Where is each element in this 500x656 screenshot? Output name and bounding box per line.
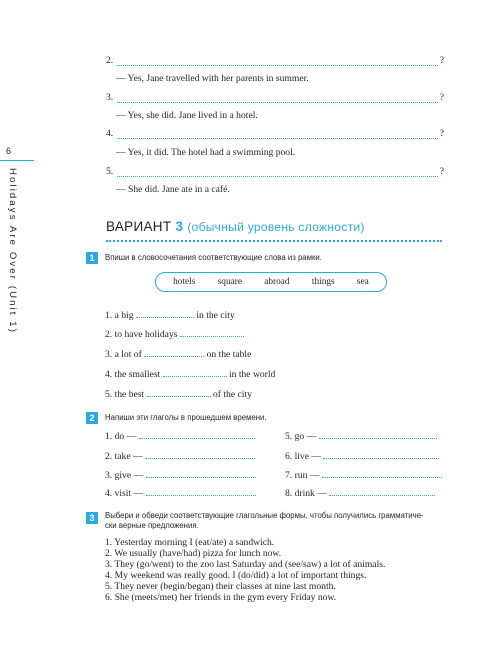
- verb-item-4: [105, 487, 256, 499]
- question-line-5: [106, 166, 444, 178]
- verb-label: 7. run —: [285, 470, 320, 481]
- word-box-item: hotels: [173, 277, 196, 287]
- sentence-1: 1. Yesterday morning I (eat/ate) a sandwich.: [105, 537, 275, 548]
- verb-item-2: [105, 450, 255, 462]
- sentence-5: 5. They never (begin/began) their classes at nine last month.: [105, 581, 336, 592]
- verb-blank[interactable]: [145, 450, 255, 459]
- variant-heading: [106, 219, 365, 234]
- word-box-item: square: [217, 277, 242, 287]
- task2-instruction: Напиши эти глаголы в прошедшем времени.: [105, 413, 267, 422]
- phrase-start: 4. the smallest: [105, 369, 161, 380]
- task3-instruction: [105, 511, 424, 531]
- phrase-blank[interactable]: [136, 309, 194, 318]
- verb-label: 8. drink —: [285, 488, 327, 499]
- word-box: [155, 272, 387, 292]
- verb-item-5: [285, 430, 437, 442]
- question-line-2: [106, 55, 444, 67]
- word-box-item: abroad: [264, 277, 290, 287]
- variant-label: ВАРИАНТ: [106, 219, 172, 234]
- verb-blank[interactable]: [322, 469, 442, 478]
- verb-label: 4. visit —: [105, 488, 144, 499]
- sentence-6: 6. She (meets/met) her friends in the gym every Friday now.: [105, 592, 337, 603]
- word-box-item: things: [311, 277, 335, 287]
- task1-item-2: [105, 328, 244, 340]
- sentence-3: 3. They (go/went) to the zoo last Saturday and (see/saw) a lot of animals.: [105, 559, 386, 570]
- phrase-blank[interactable]: [144, 348, 204, 357]
- task1-item-5: [105, 388, 252, 400]
- verb-item-3: [105, 469, 256, 481]
- task1-item-3: [105, 348, 251, 360]
- verb-item-7: [285, 469, 442, 481]
- answer-text-2: — Yes, Jane travelled with her parents in summer.: [116, 73, 309, 84]
- verb-label: 5. go —: [285, 431, 317, 442]
- question-number: 2.: [106, 55, 114, 66]
- task-number-3: 3: [86, 512, 98, 524]
- question-line-3: [106, 92, 444, 104]
- question-mark: ?: [439, 166, 444, 177]
- question-mark: ?: [439, 55, 444, 66]
- answer-blank[interactable]: [117, 65, 438, 66]
- side-divider: [0, 160, 34, 161]
- variant-divider: [106, 240, 442, 242]
- word-box-item: sea: [356, 277, 369, 287]
- question-number: 3.: [106, 92, 114, 103]
- answer-text-3: — Yes, she did. Jane lived in a hotel.: [116, 110, 258, 121]
- verb-label: 6. live —: [285, 451, 321, 462]
- verb-item-1: [105, 430, 255, 442]
- verb-blank[interactable]: [319, 430, 437, 439]
- sentence-2: 2. We usually (have/had) pizza for lunch now.: [105, 548, 282, 559]
- phrase-end: of the city: [212, 389, 252, 400]
- verb-label: 1. do —: [105, 431, 137, 442]
- task1-item-1: [105, 309, 235, 321]
- question-number: 5.: [106, 166, 114, 177]
- phrase-blank[interactable]: [147, 388, 211, 397]
- verb-label: 2. take —: [105, 451, 143, 462]
- task3-instruction-line1: Выбери и обведи соответствующие глагольные формы, чтобы получились грамматиче-: [105, 511, 424, 520]
- verb-blank[interactable]: [139, 430, 255, 439]
- side-unit-title: Holidays Are Over (Unit 1): [7, 168, 18, 335]
- task-number-2: 2: [86, 412, 98, 424]
- answer-blank[interactable]: [117, 176, 438, 177]
- verb-label: 3. give —: [105, 470, 144, 481]
- variant-subtitle: (обычный уровень сложности): [187, 220, 365, 234]
- answer-blank[interactable]: [117, 102, 438, 103]
- task3-instruction-line2: ски верные предложения.: [105, 521, 199, 530]
- question-mark: ?: [439, 128, 444, 139]
- phrase-start: 2. to have holidays: [105, 329, 178, 340]
- question-mark: ?: [439, 92, 444, 103]
- verb-blank[interactable]: [323, 450, 439, 459]
- phrase-end: in the city: [196, 310, 235, 321]
- verb-blank[interactable]: [146, 469, 256, 478]
- verb-item-8: [285, 487, 435, 499]
- answer-text-5: — She did. Jane ate in a café.: [116, 184, 230, 195]
- phrase-start: 3. a lot of: [105, 349, 142, 360]
- phrase-start: 1. a big: [105, 310, 134, 321]
- answer-blank[interactable]: [117, 138, 438, 139]
- page-number: 6: [6, 146, 12, 156]
- verb-item-6: [285, 450, 439, 462]
- phrase-start: 5. the best: [105, 389, 145, 400]
- variant-number: 3: [175, 219, 184, 234]
- task1-instruction: Впиши в словосочетания соответствующие слова из рамки.: [105, 253, 322, 262]
- sentence-4: 4. My weekend was really good. I (do/did) a lot of important things.: [105, 570, 367, 581]
- phrase-end: on the table: [206, 349, 252, 360]
- verb-blank[interactable]: [146, 487, 256, 496]
- phrase-blank[interactable]: [163, 368, 227, 377]
- phrase-blank[interactable]: [180, 328, 244, 337]
- phrase-end: in the world: [228, 369, 276, 380]
- question-line-4: [106, 128, 444, 140]
- question-number: 4.: [106, 128, 114, 139]
- task-number-1: 1: [86, 252, 98, 264]
- answer-text-4: — Yes, it did. The hotel had a swimming pool.: [116, 147, 296, 158]
- verb-blank[interactable]: [329, 487, 435, 496]
- task1-item-4: [105, 368, 275, 380]
